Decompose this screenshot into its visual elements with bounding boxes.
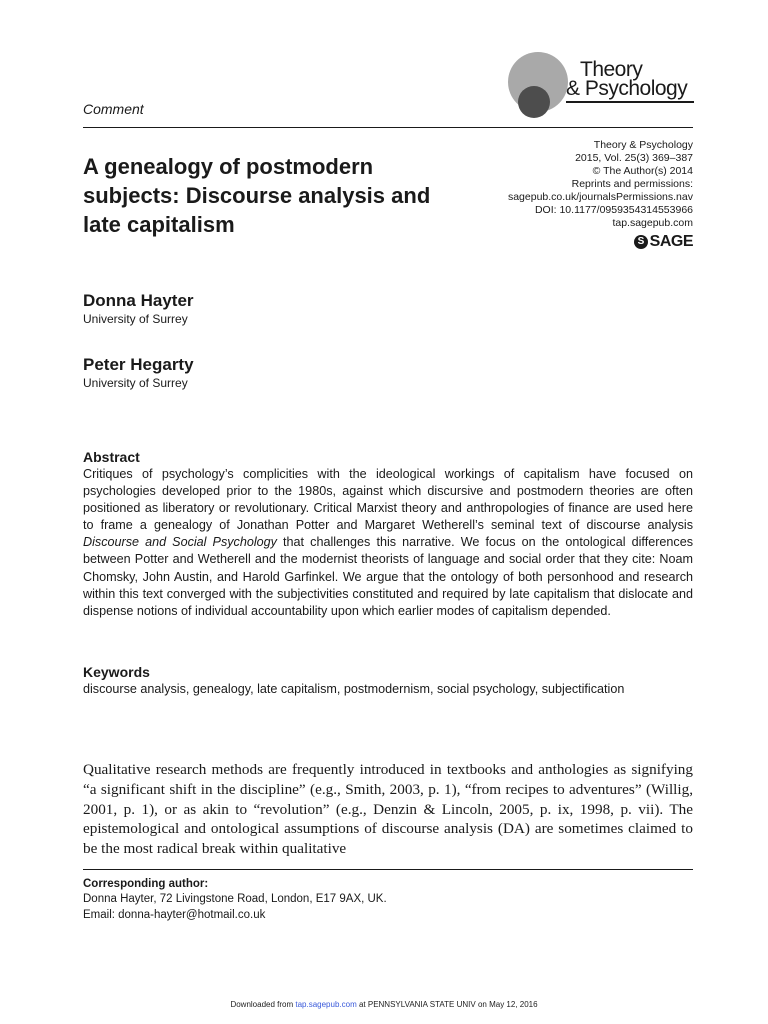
corresponding-author-heading: Corresponding author: [83, 878, 209, 890]
download-notice [0, 1000, 768, 1009]
keywords-list: discourse analysis, genealogy, late capitalism, postmodernism, social psychology, subjectification [83, 682, 625, 696]
download-suffix: at PENNSYLVANIA STATE UNIV on May 12, 2016 [356, 1000, 538, 1009]
logo-circle-small [518, 86, 550, 118]
logo-text-theory: Theory [580, 58, 643, 81]
article-title: A genealogy of postmodern subjects: Discourse analysis and late capitalism [83, 154, 431, 237]
sage-icon: S [634, 235, 648, 249]
download-link[interactable]: tap.sagepub.com [295, 1000, 357, 1009]
journal-info [508, 139, 693, 230]
journal-site-link[interactable]: tap.sagepub.com [612, 217, 693, 229]
copyright: © The Author(s) 2014 [592, 165, 693, 177]
doi[interactable]: DOI: 10.1177/0959354314553966 [534, 204, 693, 216]
sage-logo [634, 233, 693, 251]
journal-name: Theory & Psychology [593, 139, 693, 151]
abstract-book-title: Discourse and Social Psychology [83, 535, 277, 550]
journal-volume: 2015, Vol. 25(3) 369–387 [575, 152, 693, 164]
author-name: Donna Hayter [83, 291, 194, 310]
abstract-text [83, 466, 693, 620]
author-name: Peter Hegarty [83, 355, 194, 374]
reprints-label: Reprints and permissions: [571, 178, 693, 190]
section-label: Comment [83, 101, 144, 117]
header-divider [83, 127, 693, 128]
keywords-heading: Keywords [83, 664, 150, 680]
logo-underline [566, 101, 694, 103]
footnote-divider [83, 869, 693, 870]
reprints-link[interactable]: sagepub.co.uk/journalsPermissions.nav [507, 191, 693, 203]
journal-logo [508, 52, 698, 118]
corresponding-address: Donna Hayter, 72 Livingstone Road, London, E17 9AX, UK. [83, 893, 387, 905]
author-affiliation: University of Surrey [83, 312, 188, 326]
body-paragraph: Qualitative research methods are frequently introduced in textbooks and anthologies as signifying “a significant shift in the discipline” (e.g., Smith, 2003, p. 1), “from recipes to adventures” (Willig, 2001, p. 1), or as akin to “revolution” (e.g., Denzin & Lincoln, 2005, p. ix, 1998, p. vii). The epistemological and ontological assumptions of discourse analysis (DA) are sometimes claimed to be the most radical break within qualitative [83, 761, 693, 858]
abstract-heading: Abstract [83, 449, 140, 465]
logo-text-psychology: & Psychology [566, 77, 688, 100]
publisher-name: SAGE [649, 233, 693, 250]
author-affiliation: University of Surrey [83, 376, 188, 390]
abstract-text-part: that challenges this narrative. We focus on the ontological differences between Potter and Wetherell and the modernist theorists of language and social order that they cite: Noam Chomsky, John Austin, and Harold Garfinkel. We argue that the ontology of both personhood and research within this text converged with the subjectivities constituted and required by late capitalism that dislocate and dispense notions of individual accountability upon which earlier modes of capitalism depended. [83, 535, 693, 618]
download-prefix: Downloaded from [230, 1000, 296, 1009]
abstract-text-part: Critiques of psychology’s complicities with the ideological workings of capitalism have focused on psychologies developed prior to the 1980s, against which discursive and postmodern theories are often positioned as liberatory or revolutionary. Critical Marxist theory and anthropologies of finance are used here to frame a genealogy of Jonathan Potter and Margaret Wetherell’s seminal text of discourse analysis [83, 467, 693, 533]
corresponding-email[interactable]: Email: donna-hayter@hotmail.co.uk [83, 909, 266, 921]
